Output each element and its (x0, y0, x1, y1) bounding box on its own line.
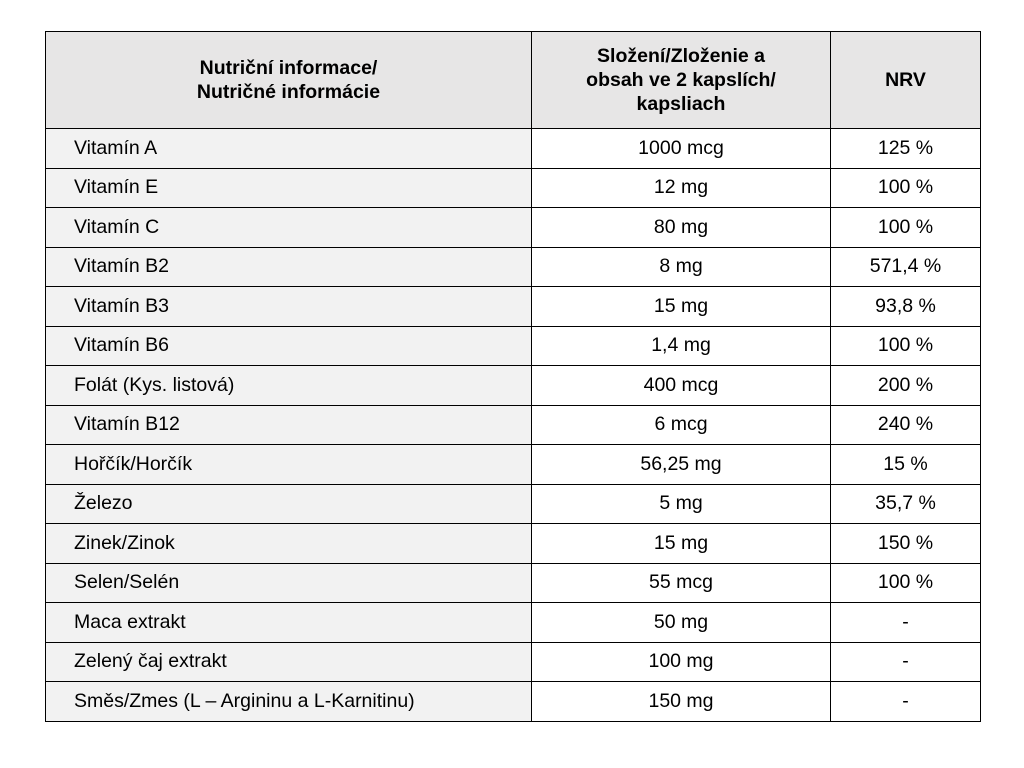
nutrient-nrv: 93,8 % (831, 287, 981, 327)
nutrient-nrv: 100 % (831, 563, 981, 603)
table-row (46, 642, 981, 682)
table-row (46, 129, 981, 169)
nutrient-amount: 400 mcg (532, 366, 831, 406)
nutrient-name: Vitamín A (46, 129, 532, 169)
header-row (46, 32, 981, 129)
nutrient-nrv: 150 % (831, 524, 981, 564)
table-row (46, 524, 981, 564)
nutrient-name: Folát (Kys. listová) (46, 366, 532, 406)
table-row (46, 168, 981, 208)
table-row (46, 287, 981, 327)
nutrient-name: Směs/Zmes (L – Argininu a L-Karnitinu) (46, 682, 532, 722)
nutrient-amount: 80 mg (532, 208, 831, 248)
table-row (46, 445, 981, 485)
table-row (46, 682, 981, 722)
nutrient-nrv: 125 % (831, 129, 981, 169)
nutrient-amount: 50 mg (532, 603, 831, 643)
nutrient-name: Zelený čaj extrakt (46, 642, 532, 682)
table-row (46, 208, 981, 248)
nutrient-name: Vitamín B2 (46, 247, 532, 287)
table-row (46, 405, 981, 445)
nutrient-nrv: 200 % (831, 366, 981, 406)
nutrient-amount: 15 mg (532, 524, 831, 564)
header-nutrient (46, 32, 532, 129)
nutrient-nrv: - (831, 603, 981, 643)
nutrient-name: Vitamín C (46, 208, 532, 248)
nutrient-name: Vitamín B12 (46, 405, 532, 445)
nutrient-nrv: 240 % (831, 405, 981, 445)
table-row (46, 484, 981, 524)
nutrient-name: Vitamín B3 (46, 287, 532, 327)
nutrient-name: Zinek/Zinok (46, 524, 532, 564)
nutrient-name: Hořčík/Horčík (46, 445, 532, 485)
nutrient-nrv: 100 % (831, 168, 981, 208)
header-amount (532, 32, 831, 129)
nutrient-amount: 8 mg (532, 247, 831, 287)
nutrient-nrv: - (831, 642, 981, 682)
nutrient-amount: 12 mg (532, 168, 831, 208)
nutrient-name: Železo (46, 484, 532, 524)
nutrient-nrv: 571,4 % (831, 247, 981, 287)
nutrient-amount: 100 mg (532, 642, 831, 682)
nutrient-amount: 5 mg (532, 484, 831, 524)
nutrient-nrv: - (831, 682, 981, 722)
nutrient-nrv: 15 % (831, 445, 981, 485)
nutrient-amount: 150 mg (532, 682, 831, 722)
header-nutrient-line2: Nutričné informácie (196, 81, 381, 103)
table-row (46, 563, 981, 603)
nutrient-amount: 1,4 mg (532, 326, 831, 366)
nutrient-amount: 56,25 mg (532, 445, 831, 485)
table-row (46, 366, 981, 406)
nutrient-name: Vitamín B6 (46, 326, 532, 366)
nutrition-table (45, 31, 981, 722)
table-row (46, 247, 981, 287)
header-amount-line2: obsah ve 2 kapslích/ (586, 69, 776, 91)
nutrient-nrv: 100 % (831, 208, 981, 248)
header-nutrient-line1: Nutriční informace/ (199, 57, 378, 79)
nutrient-name: Vitamín E (46, 168, 532, 208)
header-amount-line1: Složení/Zloženie a (597, 45, 765, 67)
nutrient-nrv: 100 % (831, 326, 981, 366)
nutrient-name: Selen/Selén (46, 563, 532, 603)
nutrient-amount: 55 mcg (532, 563, 831, 603)
nutrient-amount: 1000 mcg (532, 129, 831, 169)
nutrient-amount: 6 mcg (532, 405, 831, 445)
nutrient-amount: 15 mg (532, 287, 831, 327)
header-nrv: NRV (831, 32, 981, 129)
table-row (46, 603, 981, 643)
header-amount-line3: kapsliach (636, 93, 726, 115)
table-row (46, 326, 981, 366)
nutrient-name: Maca extrakt (46, 603, 532, 643)
table-header (46, 32, 981, 129)
nutrient-nrv: 35,7 % (831, 484, 981, 524)
table-body (46, 129, 981, 722)
